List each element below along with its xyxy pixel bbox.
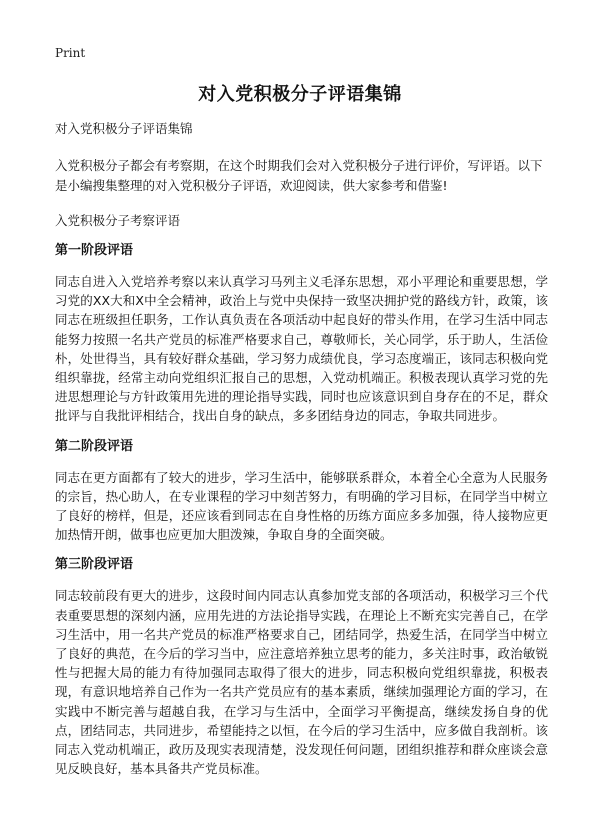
- print-link[interactable]: Print: [55, 46, 86, 60]
- page-title: 对入党积极分子评语集锦: [198, 84, 402, 105]
- document-subtitle: 对入党积极分子评语集锦: [55, 121, 193, 136]
- document-content: [55, 120, 548, 790]
- intro-paragraph: 入党积极分子都会有考察期，在这个时期我们会对入党积极分子进行评价，写评语。以下是小编搜集整理的对入党积极分子评语，欢迎阅读，供大家参考和借鉴!: [55, 158, 543, 193]
- stage-2-section: [55, 438, 548, 545]
- stage-1-section: [55, 242, 548, 426]
- stage-3-section: [55, 556, 548, 778]
- stage-2-heading: 第二阶段评语: [55, 438, 134, 454]
- stage-1-heading: 第一阶段评语: [55, 243, 134, 258]
- section-label: 入党积极分子考察评语: [55, 213, 181, 228]
- stage-3-heading: 第三阶段评语: [55, 557, 134, 573]
- stage-2-body: 同志在更方面都有了较大的进步，学习生活中，能够联系群众，本着全心全意为人民服务的宗旨，热心助人，在专业课程的学习中刻苦努力，有明确的学习目标，在同学当中树立了良好的榜样，但是，还应该看到同志在自身性格的历练方面应多多加强，待人接物应更加热情开朗，做事也应更加大胆泼辣，争取自身的全面突破。: [55, 469, 548, 543]
- stage-1-body: 同志自进入入党培养考察以来认真学习马列主义毛泽东思想，邓小平理论和重要思想，学习党的XX大和X中全会精神，政治上与党中央保持一致坚决拥护党的路线方针，政策，该同志在班级担任职务，工作认真负责在各项活动中起良好的带头作用，在学习生活中同志能努力按照一名共产党员的标准严格要求自己，尊敬师长，关心同学，乐于助人，生活俭朴，处世得当，具有较好群众基础，学习努力成绩优良，学习态度端正，该同志积极向党组织靠拢，经常主动向党组织汇报自己的思想，入党动机端正。积极表现认真学习党的先进思想理论与方针政策用先进的理论指导实践，同时也应该意识到自身存在的不足，群众批评与自我批评相结合，找出自身的缺点，多多团结身边的同志，争取共同进步。: [55, 274, 548, 424]
- stage-3-body: 同志较前段有更大的进步，这段时间内同志认真参加党支部的各项活动，积极学习三个代表重要思想的深刻内涵，应用先进的方法论指导实践，在理论上不断充实完善自己，在学习生活中，用一名共产党员的标准严格要求自己，团结同学，热爱生活，在同学当中树立了良好的典范，在今后的学习当中，应注意培养独立思考的能力，多关注时事，政治敏锐性与把握大局的能力有待加强同志取得了很大的进步，同志积极向党组织靠拢，积极表现，有意识地培养自己作为一名共产党员应有的基本素质，继续加强理论方面的学习，在实践中不断完善与超越自我，在学习与生活中，全面学习平衡提高，继续发扬自身的优点，团结同志，共同进步，希望能持之以恒，在今后的学习生活中，应多做自我剖析。该同志入党动机端正，政历及现实表现清楚，没发现任何问题，团组织推荐和群众座谈会意见反映良好，基本具备共产党员标准。: [55, 588, 548, 777]
